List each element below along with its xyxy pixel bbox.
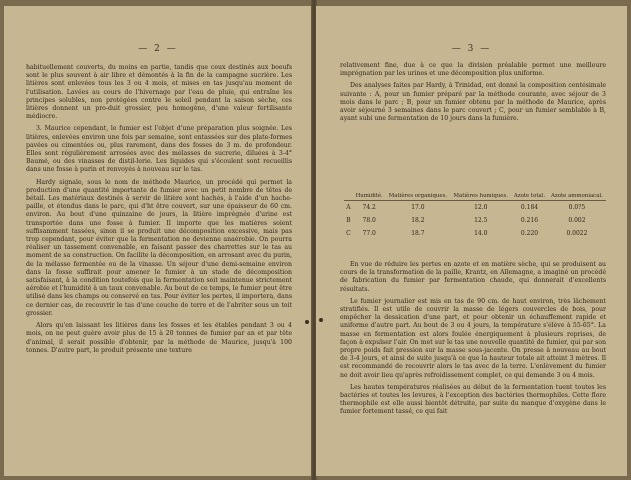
table-cell: 0.216 [520,217,539,225]
right-paragraph-1: relativement fine, due à ce que la division préalable permet une meilleure imprégnation par les urines et une décomposition plus uniforme. [340,62,606,78]
left-paragraph-3: Hardy signale, sous le nom de méthode Maurice, un procédé qui permet la production d'une quantité importante de fumier avec un petit nombre de têtes de bétail. Les matériaux destinés à servir de litière sont hachés, à l'aide d'un hache-paille, et étendus dans le parc, qui d'ht être couvert, sur une épaisseur de 60 cm. environ. Au bout d'une quinzaine de jours, la litière imprégnée d'urine est transportée dans une fosse à fumier. Il importe que les matières soient suffisamment tassées, sinon il se produit une décomposition excessive, mais pas trop cependant, pour éviter que la fermentation ne devienne anaérobie. On pourra réaliser un tassement convenable, en faisant passer des charrettes sur le tas au moment de sa construction. On facilite la décomposition, en arrosant avec du purin, de la mélasse fermentée ou de la vinasse. Un séjour d'une demi-semaine environ dans la fosse suffirait pour amener le fumier à un stade de décomposition satisfaisant, à la condition toutefois que la fermentation soit maintenue strictement aérobie et l'humidité à un taux convenable. Au bout de ce temps, le fumier peut être utilisé dans les champs ou conservé en tas. Pour éviter les pertes, il importera, dans ce dernier cas, de recouvrir le tas d'une couche de terre et de l'abriter sous un toit grossier. [26,178,292,317]
table-cell: C [346,230,351,238]
binding-hole-mark [305,320,309,324]
right-page-text-bottom [340,261,606,421]
table-cell: 78.0 [362,217,376,225]
binding-hole-mark [319,318,323,322]
table-header: Azote ammoniacal. [551,193,603,199]
table-row [344,227,606,240]
right-paragraph-4: Le fumier journalier est mis en tas de 90 cm. de haut environ, très lâchement stratifiés. Il est utile de couvrir la masse de légers couvercles de bois, pour empêcher la dessication d'une part, et pour obtenir un échauffement rapide et uniforme d'autre part. Au bout de 3 ou 4 jours, la température s'élève à 55-65°. La masse en fermentation est alors foulée énergiquement à plusieurs reprises, de façon à expulser l'air. On met sur le tas une nouvelle quantité de fumier, qui par son propre poids fait pression sur la masse sous-jacente. On presse à nouveau au bout de 3-4 jours, et ainsi de suite jusqu'à ce que la hauteur totale ait atteint 3 mètres. Il est recommandé de recouvrir alors le tas avec de la terre. L'enlèvement du fumier ne doit avoir lieu qu'après refroidissement complet, ce qui demande 3 ou 4 mois. [340,297,606,379]
table-cell: 17.0 [411,204,425,212]
table-cell: 18.2 [411,217,425,225]
table-header: Azote total. [513,193,546,199]
table-cell: B [346,217,351,225]
left-page [4,6,312,476]
table-cell: 14.0 [474,230,488,238]
right-page-number: — 3 — [451,44,492,54]
table-header: Humidité. [355,193,383,199]
table-row [344,214,606,227]
table-header [344,192,353,201]
table-row [344,201,606,215]
right-paragraph-3: En vue de réduire les pertes en azote et en matière sèche, qui se produisent au cours de la transformation de la paille, Krantz, en Allemagne, a imaginé un procédé de fabrication du fumier par fermentation chaude, qui donnerait d'excellents résultats. [340,261,606,293]
table-cell: 0.220 [520,230,539,238]
table-cell: 0.184 [520,204,539,212]
right-paragraph-2: Des analyses faites par Hardy, à Trinidad, ont donné la composition centésimale suivante : A, pour un fumier préparé par la méthode courante, avec séjour de 3 mois dans le parc ; B, pour un fumier obtenu par la méthode de Maurice, après avoir séjourné 3 semaines dans le parc couvert ; C, pour un fumier semblable à B, ayant subi une fermentation de 10 jours dans la fumière. [340,82,606,123]
left-page-text [26,64,292,359]
table-cell: 0.0022 [566,230,588,238]
left-page-number: — 2 — [138,44,178,54]
table-header-row [344,192,606,201]
table-cell: 0.0?5 [568,204,586,212]
table-cell: A [346,204,351,212]
table-cell: 12.0 [474,204,488,212]
left-paragraph-1: habituellement couverts, du moins en partie, tandis que ceux destinés aux boeufs sont le plus souvent à air libre et démontés à la fin de la campagne sucrière. Les litières sont enlevées tous les 3 ou 4 mois, et mises en tas jusqu'au moment de l'utilisation. Lavées au cours de l'hivernage par l'eau de pluie, qui entraîne les principes solubles, non protégées contre le soleil pendant la saison sèche, ces litières donnent un pro-duit grossier, peu homogène, d'une valeur fertilisante médiocre. [26,64,292,121]
composition-table [344,192,606,240]
table-cell: 12.5 [474,217,488,225]
table-cell: 74.2 [362,204,376,212]
right-page-text-top [340,62,606,127]
table-cell: 0.002 [568,217,586,225]
left-paragraph-2: 3. Maurice cependant, le fumier est l'objet d'une préparation plus soignée. Les litières, enlevées environ une fois par semaine, sont entassées sur des plate-formes pavées ou cimentées ou, plus rarement, dans des fosses de 3 m. de profondeur. Elles sont régulièrement arrosées avec des mélasses de sucrerie, diluées à 3-4° Baumé, ou des vinasses de distil-lerie. Les liquides qui s'écoulent sont recueillis dans une fosse à purin et renvoyés à nouveau sur le tas. [26,125,292,174]
table-cell: 77.0 [362,230,376,238]
table-header: Matières organiques. [388,193,448,199]
left-paragraph-4: Alors qu'en laissant les litières dans les fosses et les étables pendant 3 ou 4 mois, on ne peut guère avoir plus de 15 à 20 tonnes de fumier par an et par tête d'animal, il serait possible d'obtenir, par la méthode de Maurice, jusqu'à 100 tonnes. D'autre part, le produit présente une texture [26,322,292,354]
table-header: Matières humiques. [453,193,508,199]
right-page [316,6,627,476]
table-cell: 18.7 [411,230,425,238]
right-paragraph-5: Les hautes températures réalisées au début de la fermentation tuent toutes les bactéries et toutes les levures, à l'exception des bactéries thermophiles. Cette flore thermophile est elle aussi bientôt détruite, par suite du manque d'oxygène dans le fumier fortement tassé, ce qui fait [340,383,606,416]
